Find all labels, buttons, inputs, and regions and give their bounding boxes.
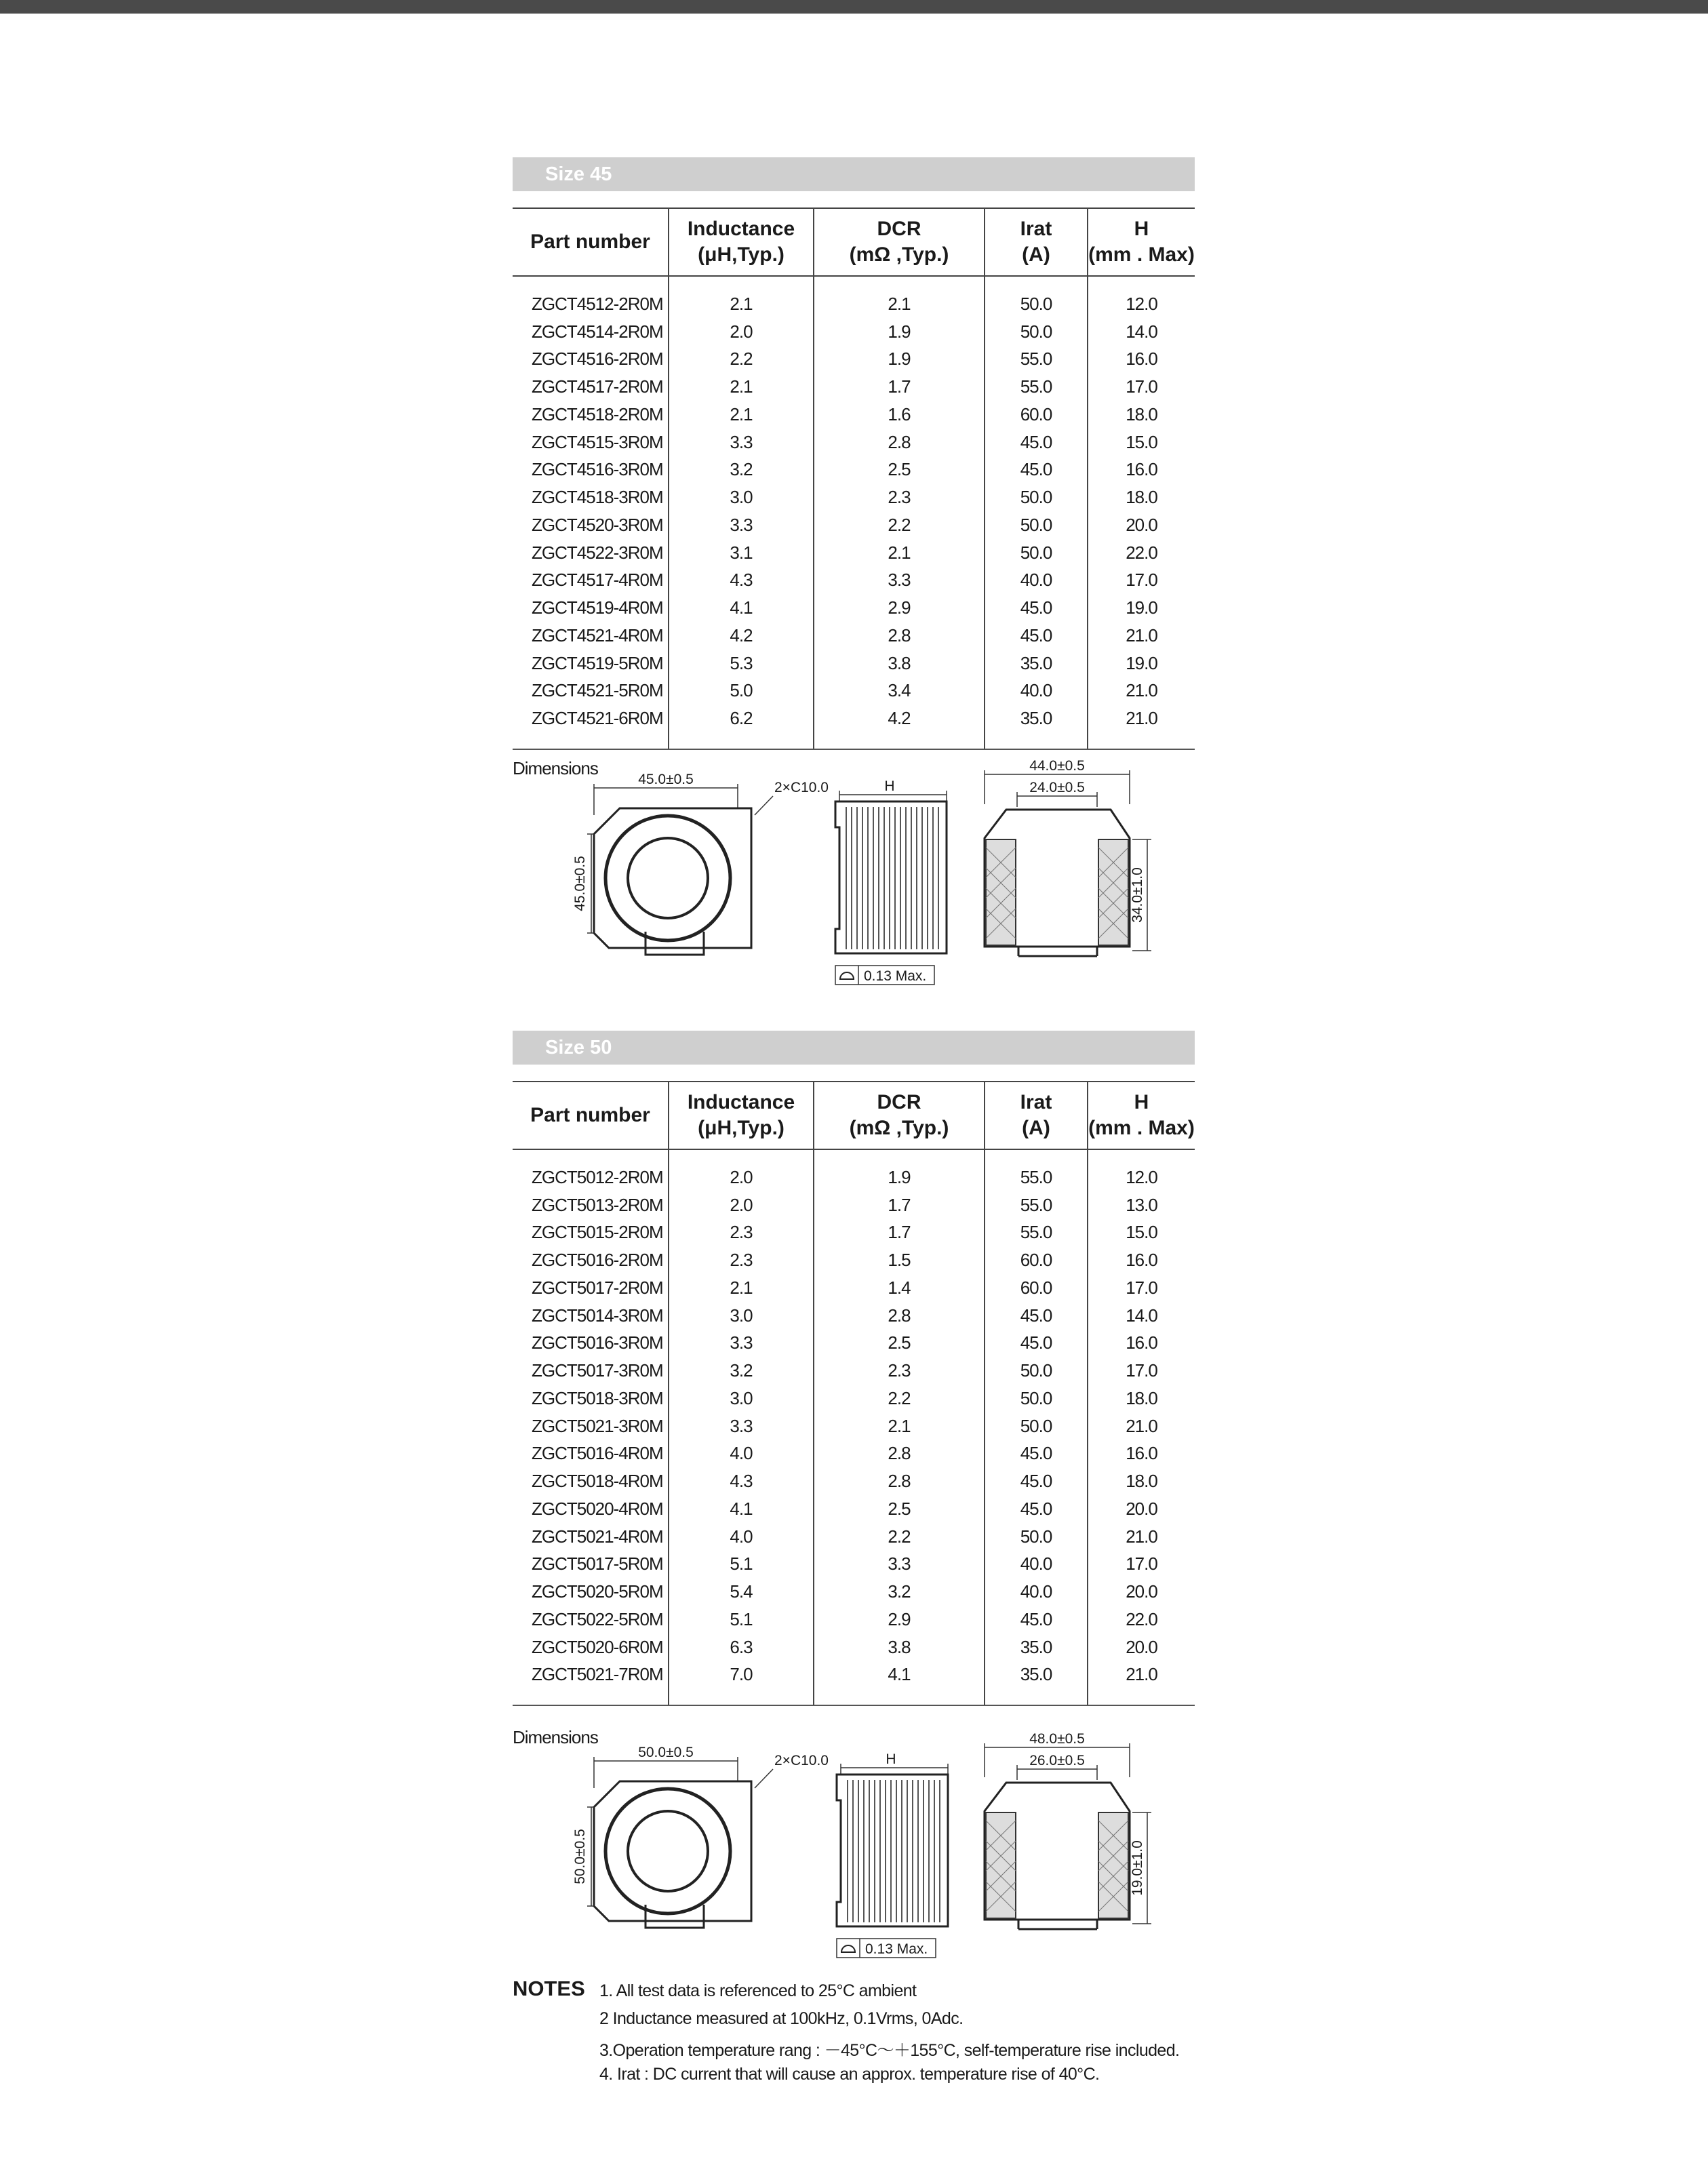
dcr-cell: 1.6 (814, 401, 985, 429)
part-number-cell: ZGCT5017-3R0M (532, 1360, 663, 1381)
inductance-cell: 3.0 (669, 1385, 814, 1412)
irat-cell: 50.0 (985, 483, 1088, 511)
part-number-cell: ZGCT4517-2R0M (532, 376, 663, 397)
size45-dimensions-label: Dimensions (513, 758, 598, 778)
inductance-cell: 2.1 (669, 401, 814, 429)
table-row (513, 1551, 1195, 1579)
dcr-cell: 2.9 (814, 594, 985, 622)
table-row (513, 511, 1195, 539)
table-row (513, 1302, 1195, 1330)
part-number-cell: ZGCT5021-3R0M (532, 1415, 663, 1436)
dcr-cell: 2.3 (814, 1357, 985, 1385)
irat-cell: 40.0 (985, 677, 1088, 705)
dcr-cell: 1.9 (814, 318, 985, 346)
table-row (513, 1385, 1195, 1412)
h-cell: 20.0 (1088, 1578, 1195, 1606)
table-row (513, 1330, 1195, 1357)
dcr-cell: 2.2 (814, 1523, 985, 1551)
h-cell: 21.0 (1088, 677, 1195, 705)
table-row (513, 1578, 1195, 1606)
h-cell: 17.0 (1088, 1357, 1195, 1385)
h-cell: 12.0 (1088, 290, 1195, 318)
table-row (513, 1357, 1195, 1385)
irat-cell: 45.0 (985, 1330, 1088, 1357)
irat-cell: 45.0 (985, 594, 1088, 622)
inductance-cell: 4.1 (669, 594, 814, 622)
part-number-cell: ZGCT4512-2R0M (532, 293, 663, 314)
table-row (513, 1164, 1195, 1191)
size45-width-dim: 45.0±0.5 (638, 772, 694, 787)
part-number-cell: ZGCT4517-4R0M (532, 570, 663, 591)
size45-height-dim: 45.0±0.5 (572, 856, 588, 911)
h-cell: 16.0 (1088, 456, 1195, 484)
inductance-cell: 3.3 (669, 1330, 814, 1357)
irat-cell: 60.0 (985, 401, 1088, 429)
irat-cell: 45.0 (985, 1495, 1088, 1523)
irat-cell: 50.0 (985, 1357, 1088, 1385)
irat-cell: 50.0 (985, 1385, 1088, 1412)
part-number-cell: ZGCT4514-2R0M (532, 321, 663, 342)
irat-cell: 45.0 (985, 429, 1088, 456)
dcr-cell: 1.9 (814, 346, 985, 374)
table-row (513, 1467, 1195, 1495)
part-number-cell: ZGCT5017-2R0M (532, 1277, 663, 1298)
dcr-cell: 3.3 (814, 1551, 985, 1579)
part-number-cell: ZGCT4519-4R0M (532, 597, 663, 618)
table-row (513, 318, 1195, 346)
h-cell: 14.0 (1088, 1302, 1195, 1330)
part-number-cell: ZGCT4520-3R0M (532, 514, 663, 535)
irat-cell: 35.0 (985, 1633, 1088, 1661)
size50-height-dim: 50.0±0.5 (572, 1829, 588, 1884)
size50-chamfer-dim: 2×C10.0 (774, 1753, 829, 1768)
header-dcr: DCR (mΩ ,Typ.) (814, 208, 985, 276)
inductance-cell: 5.1 (669, 1606, 814, 1633)
h-cell: 12.0 (1088, 1164, 1195, 1191)
size45-dimension-drawing (570, 753, 1180, 990)
h-cell: 15.0 (1088, 429, 1195, 456)
dcr-cell: 2.2 (814, 511, 985, 539)
size50-flatness: 0.13 Max. (865, 1941, 928, 1957)
dcr-cell: 3.3 (814, 567, 985, 595)
dcr-cell: 2.8 (814, 1440, 985, 1468)
inductance-cell: 4.3 (669, 567, 814, 595)
inductance-cell: 4.0 (669, 1440, 814, 1468)
h-cell: 18.0 (1088, 401, 1195, 429)
irat-cell: 45.0 (985, 1440, 1088, 1468)
dcr-cell: 2.3 (814, 483, 985, 511)
note-item: 2 Inductance measured at 100kHz, 0.1Vrms, 0Adc. (599, 2009, 964, 2028)
header-inductance: Inductance (μH,Typ.) (669, 208, 814, 276)
h-cell: 21.0 (1088, 705, 1195, 732)
part-number-cell: ZGCT4518-2R0M (532, 403, 663, 424)
h-cell: 21.0 (1088, 1661, 1195, 1689)
size50-table-body (513, 1149, 1195, 1705)
part-number-cell: ZGCT4522-3R0M (532, 542, 663, 563)
table-row (513, 1606, 1195, 1633)
h-cell: 22.0 (1088, 539, 1195, 567)
part-number-cell: ZGCT5018-3R0M (532, 1387, 663, 1408)
part-number-cell: ZGCT5017-5R0M (532, 1553, 663, 1574)
note-item: 4. Irat : DC current that will cause an approx. temperature rise of 40°C. (599, 2065, 1100, 2084)
header-part-number: Part number (513, 208, 669, 276)
inductance-cell: 4.0 (669, 1523, 814, 1551)
size50-outer-dim: 48.0±0.5 (1029, 1731, 1085, 1747)
table-row (513, 1440, 1195, 1468)
size50-dimensions-label: Dimensions (513, 1727, 598, 1747)
table-row (513, 1495, 1195, 1523)
header-irat: Irat (A) (985, 208, 1088, 276)
table-row (513, 1191, 1195, 1219)
h-cell: 20.0 (1088, 1633, 1195, 1661)
part-number-cell: ZGCT5018-4R0M (532, 1471, 663, 1492)
table-row (513, 567, 1195, 595)
dcr-cell: 3.4 (814, 677, 985, 705)
h-cell: 21.0 (1088, 1412, 1195, 1440)
dcr-cell: 2.1 (814, 1412, 985, 1440)
part-number-cell: ZGCT4521-5R0M (532, 680, 663, 701)
table-row (513, 1633, 1195, 1661)
irat-cell: 50.0 (985, 1412, 1088, 1440)
inductance-cell: 5.4 (669, 1578, 814, 1606)
h-cell: 21.0 (1088, 622, 1195, 650)
h-cell: 20.0 (1088, 1495, 1195, 1523)
inductance-cell: 3.0 (669, 483, 814, 511)
inductance-cell: 3.3 (669, 1412, 814, 1440)
part-number-cell: ZGCT5020-5R0M (532, 1581, 663, 1602)
dcr-cell: 2.1 (814, 539, 985, 567)
part-number-cell: ZGCT4521-4R0M (532, 625, 663, 646)
h-cell: 17.0 (1088, 1274, 1195, 1302)
table-row (513, 539, 1195, 567)
h-cell: 19.0 (1088, 650, 1195, 677)
dcr-cell: 1.4 (814, 1274, 985, 1302)
note-item: 1. All test data is referenced to 25°C ambient (599, 1981, 917, 2000)
inductance-cell: 6.2 (669, 705, 814, 732)
size45-title: Size 45 (513, 157, 1195, 191)
irat-cell: 50.0 (985, 290, 1088, 318)
notes-title: NOTES (513, 1977, 585, 2000)
dcr-cell: 3.2 (814, 1578, 985, 1606)
h-cell: 22.0 (1088, 1606, 1195, 1633)
irat-cell: 60.0 (985, 1274, 1088, 1302)
size45-outer-dim: 44.0±0.5 (1029, 758, 1085, 774)
irat-cell: 45.0 (985, 456, 1088, 484)
dcr-cell: 2.9 (814, 1606, 985, 1633)
irat-cell: 55.0 (985, 1164, 1088, 1191)
h-cell: 21.0 (1088, 1523, 1195, 1551)
irat-cell: 50.0 (985, 511, 1088, 539)
inductance-cell: 5.3 (669, 650, 814, 677)
table-row (513, 677, 1195, 705)
inductance-cell: 3.1 (669, 539, 814, 567)
table-row (513, 622, 1195, 650)
table-row (513, 1274, 1195, 1302)
irat-cell: 40.0 (985, 1578, 1088, 1606)
table-row (513, 456, 1195, 484)
inductance-cell: 2.3 (669, 1219, 814, 1247)
h-cell: 16.0 (1088, 346, 1195, 374)
part-number-cell: ZGCT5021-4R0M (532, 1526, 663, 1547)
part-number-cell: ZGCT4515-3R0M (532, 431, 663, 452)
dcr-cell: 1.7 (814, 1191, 985, 1219)
dcr-cell: 2.1 (814, 290, 985, 318)
dcr-cell: 4.2 (814, 705, 985, 732)
h-cell: 17.0 (1088, 1551, 1195, 1579)
part-number-cell: ZGCT5021-7R0M (532, 1664, 663, 1685)
dcr-cell: 2.8 (814, 1467, 985, 1495)
irat-cell: 45.0 (985, 1606, 1088, 1633)
table-row (513, 705, 1195, 732)
size45-h-label: H (884, 778, 895, 794)
table-row (513, 594, 1195, 622)
size45-chamfer-dim: 2×C10.0 (774, 780, 829, 795)
inductance-cell: 2.0 (669, 318, 814, 346)
irat-cell: 35.0 (985, 705, 1088, 732)
table-row (513, 429, 1195, 456)
part-number-cell: ZGCT4519-5R0M (532, 652, 663, 673)
h-cell: 14.0 (1088, 318, 1195, 346)
part-number-cell: ZGCT5022-5R0M (532, 1608, 663, 1629)
h-cell: 17.0 (1088, 567, 1195, 595)
header-h: H (mm . Max) (1088, 208, 1195, 276)
inductance-cell: 4.3 (669, 1467, 814, 1495)
size50-core-height-dim: 19.0±1.0 (1130, 1840, 1145, 1896)
size50-title: Size 50 (513, 1031, 1195, 1065)
part-number-cell: ZGCT4518-3R0M (532, 487, 663, 508)
size50-inner-dim: 26.0±0.5 (1029, 1753, 1085, 1768)
part-number-cell: ZGCT5016-4R0M (532, 1443, 663, 1464)
dcr-cell: 1.9 (814, 1164, 985, 1191)
inductance-cell: 2.0 (669, 1164, 814, 1191)
header-dcr: DCR (mΩ ,Typ.) (814, 1082, 985, 1149)
inductance-cell: 2.0 (669, 1191, 814, 1219)
dcr-cell: 2.8 (814, 622, 985, 650)
dcr-cell: 3.8 (814, 1633, 985, 1661)
part-number-cell: ZGCT5016-2R0M (532, 1250, 663, 1271)
inductance-cell: 2.1 (669, 1274, 814, 1302)
table-row (513, 373, 1195, 401)
inductance-cell: 2.1 (669, 290, 814, 318)
table-row (513, 401, 1195, 429)
note-item: 3.Operation temperature rang : －45°C～＋155°C, self-temperature rise included. (599, 2041, 1180, 2060)
size45-flatness: 0.13 Max. (864, 968, 927, 984)
dcr-cell: 3.8 (814, 650, 985, 677)
inductance-cell: 6.3 (669, 1633, 814, 1661)
h-cell: 18.0 (1088, 1467, 1195, 1495)
table-row (513, 483, 1195, 511)
part-number-cell: ZGCT4516-3R0M (532, 459, 663, 480)
irat-cell: 60.0 (985, 1246, 1088, 1274)
size45-section (513, 157, 1195, 729)
inductance-cell: 7.0 (669, 1661, 814, 1689)
header-irat: Irat (A) (985, 1082, 1088, 1149)
irat-cell: 55.0 (985, 1191, 1088, 1219)
irat-cell: 40.0 (985, 1551, 1088, 1579)
dcr-cell: 1.5 (814, 1246, 985, 1274)
dcr-cell: 2.5 (814, 1495, 985, 1523)
inductance-cell: 4.1 (669, 1495, 814, 1523)
part-number-cell: ZGCT5020-4R0M (532, 1498, 663, 1519)
h-cell: 16.0 (1088, 1246, 1195, 1274)
inductance-cell: 3.2 (669, 1357, 814, 1385)
size45-table (513, 207, 1195, 750)
irat-cell: 45.0 (985, 622, 1088, 650)
h-cell: 16.0 (1088, 1330, 1195, 1357)
size50-h-label: H (886, 1751, 896, 1767)
inductance-cell: 5.1 (669, 1551, 814, 1579)
inductance-cell: 3.2 (669, 456, 814, 484)
header-inductance: Inductance (μH,Typ.) (669, 1082, 814, 1149)
header-h: H (mm . Max) (1088, 1082, 1195, 1149)
inductance-cell: 3.0 (669, 1302, 814, 1330)
table-row (513, 650, 1195, 677)
irat-cell: 35.0 (985, 650, 1088, 677)
inductance-cell: 4.2 (669, 622, 814, 650)
size50-dimension-drawing (570, 1726, 1180, 1963)
h-cell: 13.0 (1088, 1191, 1195, 1219)
table-row (513, 1661, 1195, 1689)
table-header-row (513, 1082, 1195, 1149)
inductance-cell: 3.3 (669, 511, 814, 539)
table-header-row (513, 208, 1195, 276)
size45-inner-dim: 24.0±0.5 (1029, 780, 1085, 795)
h-cell: 18.0 (1088, 483, 1195, 511)
irat-cell: 45.0 (985, 1467, 1088, 1495)
dcr-cell: 1.7 (814, 1219, 985, 1247)
size45-table-body (513, 276, 1195, 749)
inductance-cell: 3.3 (669, 429, 814, 456)
inductance-cell: 5.0 (669, 677, 814, 705)
part-number-cell: ZGCT5014-3R0M (532, 1305, 663, 1326)
table-row (513, 1219, 1195, 1247)
top-bar (0, 0, 1708, 14)
irat-cell: 45.0 (985, 1302, 1088, 1330)
part-number-cell: ZGCT5012-2R0M (532, 1166, 663, 1187)
inductance-cell: 2.3 (669, 1246, 814, 1274)
part-number-cell: ZGCT4516-2R0M (532, 349, 663, 370)
h-cell: 16.0 (1088, 1440, 1195, 1468)
irat-cell: 50.0 (985, 1523, 1088, 1551)
part-number-cell: ZGCT5016-3R0M (532, 1332, 663, 1353)
part-number-cell: ZGCT5015-2R0M (532, 1222, 663, 1243)
h-cell: 15.0 (1088, 1219, 1195, 1247)
table-row (513, 1246, 1195, 1274)
table-row (513, 1523, 1195, 1551)
part-number-cell: ZGCT4521-6R0M (532, 708, 663, 729)
header-part-number: Part number (513, 1082, 669, 1149)
table-row (513, 346, 1195, 374)
dcr-cell: 2.5 (814, 1330, 985, 1357)
dcr-cell: 2.8 (814, 1302, 985, 1330)
dcr-cell: 2.2 (814, 1385, 985, 1412)
irat-cell: 50.0 (985, 318, 1088, 346)
inductance-cell: 2.1 (669, 373, 814, 401)
irat-cell: 55.0 (985, 1219, 1088, 1247)
table-row (513, 290, 1195, 318)
h-cell: 20.0 (1088, 511, 1195, 539)
size45-core-height-dim: 34.0±1.0 (1130, 867, 1145, 923)
h-cell: 19.0 (1088, 594, 1195, 622)
dcr-cell: 2.5 (814, 456, 985, 484)
inductance-cell: 2.2 (669, 346, 814, 374)
dcr-cell: 4.1 (814, 1661, 985, 1689)
irat-cell: 40.0 (985, 567, 1088, 595)
dcr-cell: 2.8 (814, 429, 985, 456)
irat-cell: 35.0 (985, 1661, 1088, 1689)
dcr-cell: 1.7 (814, 373, 985, 401)
irat-cell: 50.0 (985, 539, 1088, 567)
part-number-cell: ZGCT5013-2R0M (532, 1194, 663, 1215)
irat-cell: 55.0 (985, 373, 1088, 401)
part-number-cell: ZGCT5020-6R0M (532, 1636, 663, 1657)
size50-table (513, 1081, 1195, 1706)
table-row (513, 1412, 1195, 1440)
size50-width-dim: 50.0±0.5 (638, 1745, 694, 1760)
size50-section (513, 1031, 1195, 1685)
h-cell: 18.0 (1088, 1385, 1195, 1412)
irat-cell: 55.0 (985, 346, 1088, 374)
h-cell: 17.0 (1088, 373, 1195, 401)
